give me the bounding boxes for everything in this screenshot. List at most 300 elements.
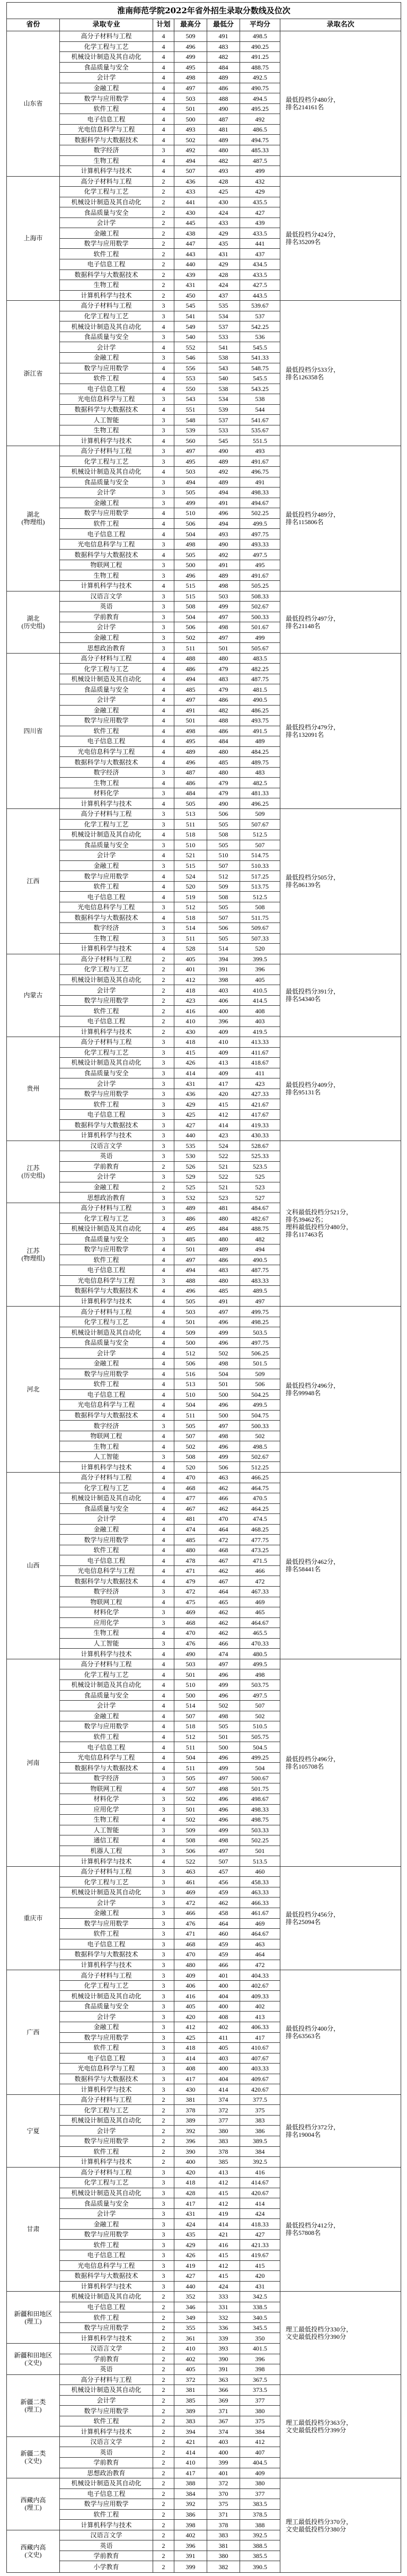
avg-score-cell: 486.5	[240, 124, 280, 135]
major-cell: 生物工程	[60, 933, 153, 944]
major-cell: 软件工程	[60, 2146, 153, 2157]
province-cell: 内蒙古	[7, 954, 60, 1037]
table-row	[7, 2292, 401, 2302]
major-cell: 电子信息工程	[60, 114, 153, 125]
max-score-cell: 390	[174, 2146, 207, 2157]
avg-score-cell: 464.67	[240, 1929, 280, 1939]
plan-cell: 4	[153, 1379, 174, 1390]
avg-score-cell: 340.5	[240, 2312, 280, 2323]
avg-score-cell: 490.5	[240, 695, 280, 706]
max-score-cell: 463	[174, 1866, 207, 1877]
min-score-cell: 331	[207, 2302, 240, 2312]
province-cell: 河南	[7, 1659, 60, 1866]
major-cell: 会计学	[60, 73, 153, 83]
major-cell: 计算机科学与技术	[60, 580, 153, 591]
major-cell: 金融工程	[60, 1711, 153, 1721]
plan-cell: 3	[153, 1078, 174, 1089]
major-cell: 金融工程	[60, 1908, 153, 1918]
major-cell: 高分子材料与工程	[60, 301, 153, 311]
max-score-cell: 391	[174, 2551, 207, 2561]
major-cell: 数学与应用数学	[60, 2229, 153, 2240]
avg-score-cell: 420.67	[240, 2084, 280, 2095]
avg-score-cell: 495	[240, 560, 280, 570]
avg-score-cell: 377	[240, 2488, 280, 2499]
avg-score-cell: 541.67	[240, 415, 280, 425]
plan-cell: 4	[153, 1545, 174, 1555]
max-score-cell: 494	[174, 477, 207, 488]
avg-score-cell: 406.33	[240, 2022, 280, 2033]
max-score-cell: 541	[174, 311, 207, 321]
avg-score-cell: 492.5	[240, 73, 280, 83]
min-score-cell: 481	[207, 1203, 240, 1213]
plan-cell: 3	[153, 1638, 174, 1649]
major-cell: 机械设计制造及其自动化	[60, 1058, 153, 1068]
plan-cell: 2	[153, 290, 174, 301]
max-score-cell: 415	[174, 1047, 207, 1058]
table-row	[7, 809, 401, 820]
plan-cell: 4	[153, 1856, 174, 1867]
avg-score-cell: 537	[240, 311, 280, 321]
avg-score-cell: 495.25	[240, 103, 280, 114]
max-score-cell: 440	[174, 1130, 207, 1141]
plan-cell: 4	[153, 1514, 174, 1525]
min-score-cell: 505	[207, 1721, 240, 1732]
min-score-cell: 523	[207, 1193, 240, 1203]
min-score-cell: 543	[207, 363, 240, 373]
max-score-cell: 521	[174, 850, 207, 861]
avg-score-cell: 472	[240, 1960, 280, 1970]
avg-score-cell: 402.67	[240, 1980, 280, 1991]
avg-score-cell: 409.33	[240, 1991, 280, 2001]
min-score-cell: 480	[207, 145, 240, 156]
plan-cell: 3	[153, 2260, 174, 2271]
major-cell: 电子信息工程	[60, 1742, 153, 1753]
avg-score-cell: 375	[240, 2105, 280, 2116]
title-row	[7, 3, 401, 19]
min-score-cell: 429	[207, 259, 240, 270]
avg-score-cell: 493	[240, 446, 280, 456]
max-score-cell: 355	[174, 2322, 207, 2333]
avg-score-cell: 482.67	[240, 1213, 280, 1224]
avg-score-cell: 431	[240, 2281, 280, 2292]
avg-score-cell: 392.5	[240, 2157, 280, 2168]
min-score-cell: 538	[207, 384, 240, 394]
avg-score-cell: 410.67	[240, 2043, 280, 2053]
major-cell: 软件工程	[60, 518, 153, 529]
avg-score-cell: 491.67	[240, 456, 280, 467]
max-score-cell: 430	[174, 2084, 207, 2095]
max-score-cell: 488	[174, 1275, 207, 1286]
max-score-cell: 478	[174, 1555, 207, 1566]
plan-cell: 3	[153, 456, 174, 467]
max-score-cell: 502	[174, 1441, 207, 1452]
avg-score-cell: 384	[240, 2146, 280, 2157]
major-cell: 化学工程与工艺	[60, 819, 153, 830]
max-score-cell: 409	[174, 1970, 207, 1981]
min-score-cell: 378	[207, 2146, 240, 2157]
major-cell: 计算机科学与技术	[60, 1026, 153, 1037]
plan-cell: 4	[153, 1286, 174, 1296]
avg-score-cell: 460	[240, 1866, 280, 1877]
min-score-cell: 435	[207, 238, 240, 249]
major-cell: 物联网工程	[60, 560, 153, 570]
province-cell: 浙江省	[7, 301, 60, 446]
plan-cell: 2	[153, 2406, 174, 2416]
min-score-cell: 499	[207, 1679, 240, 1690]
max-score-cell: 405	[174, 954, 207, 964]
major-cell: 高分子材料与工程	[60, 2167, 153, 2178]
min-score-cell: 480	[207, 1234, 240, 1245]
avg-score-cell: 487.5	[240, 155, 280, 166]
major-cell: 机械设计制造及其自动化	[60, 466, 153, 477]
plan-cell: 4	[153, 881, 174, 892]
max-score-cell: 485	[174, 1234, 207, 1245]
major-cell: 思想政治教育	[60, 1193, 153, 1203]
max-score-cell: 543	[174, 394, 207, 405]
major-cell: 化学工程与工艺	[60, 2105, 153, 2116]
plan-cell: 2	[153, 2447, 174, 2458]
max-score-cell: 438	[174, 228, 207, 239]
max-score-cell: 530	[174, 1151, 207, 1162]
avg-score-cell: 493.33	[240, 539, 280, 550]
max-score-cell: 535	[174, 1141, 207, 1151]
max-score-cell: 416	[174, 1991, 207, 2001]
max-score-cell: 425	[174, 1109, 207, 1120]
major-cell: 机械设计制造及其自动化	[60, 2478, 153, 2489]
max-score-cell: 504	[174, 529, 207, 539]
max-score-cell: 485	[174, 684, 207, 695]
avg-score-cell: 545.5	[240, 342, 280, 353]
min-score-cell: 470	[207, 1514, 240, 1525]
major-cell: 软件工程	[60, 2312, 153, 2323]
avg-score-cell: 418.67	[240, 1058, 280, 1068]
max-score-cell: 401	[174, 964, 207, 975]
min-score-cell: 380	[207, 2126, 240, 2136]
min-score-cell: 414	[207, 2219, 240, 2230]
avg-score-cell: 467.33	[240, 1587, 280, 1597]
plan-cell: 3	[153, 311, 174, 321]
avg-score-cell: 487.75	[240, 1265, 280, 1276]
min-score-cell: 458	[207, 1908, 240, 1918]
min-score-cell: 460	[207, 1929, 240, 1939]
plan-cell: 4	[153, 529, 174, 539]
avg-score-cell: 466.25	[240, 1473, 280, 1483]
max-score-cell: 436	[174, 176, 207, 187]
avg-score-cell: 342.5	[240, 2292, 280, 2302]
max-score-cell: 479	[174, 1576, 207, 1587]
major-cell: 高分子材料与工程	[60, 1203, 153, 1213]
major-cell: 数学与应用数学	[60, 1721, 153, 1732]
plan-cell: 2	[153, 2551, 174, 2561]
min-score-cell: 370	[207, 2488, 240, 2499]
plan-cell: 4	[153, 1369, 174, 1379]
min-score-cell: 466	[207, 1493, 240, 1504]
max-score-cell: 402	[174, 2354, 207, 2364]
major-cell: 计算机科学与技术	[60, 2520, 153, 2530]
plan-cell: 4	[153, 1690, 174, 1701]
min-score-cell: 533	[207, 332, 240, 342]
plan-cell: 3	[153, 840, 174, 850]
avg-score-cell: 417	[240, 2032, 280, 2043]
min-score-cell: 468	[207, 1545, 240, 1555]
min-score-cell: 496	[207, 1441, 240, 1452]
major-cell: 金融工程	[60, 83, 153, 93]
major-cell: 数学与应用数学	[60, 1369, 153, 1379]
plan-cell: 2	[153, 197, 174, 207]
max-score-cell: 512	[174, 1348, 207, 1359]
max-score-cell: 406	[174, 1980, 207, 1991]
major-cell: 应用化学	[60, 1804, 153, 1815]
plan-cell: 2	[153, 954, 174, 964]
max-score-cell: 497	[174, 1255, 207, 1265]
major-cell: 生物工程	[60, 280, 153, 291]
min-score-cell: 464	[207, 1918, 240, 1929]
major-cell: 计算机科学与技术	[60, 166, 153, 177]
plan-cell: 4	[153, 1223, 174, 1234]
plan-cell: 4	[153, 1731, 174, 1742]
table-row	[7, 1307, 401, 1317]
max-score-cell: 513	[174, 1379, 207, 1390]
plan-cell: 4	[153, 1255, 174, 1265]
plan-cell: 3	[153, 2012, 174, 2022]
min-score-cell: 502	[207, 1348, 240, 1359]
table-row	[7, 1141, 401, 1151]
max-score-cell: 512	[174, 902, 207, 912]
major-cell: 思想政治教育	[60, 2468, 153, 2478]
plan-cell: 3	[153, 632, 174, 643]
avg-score-cell: 502.25	[240, 508, 280, 519]
min-score-cell: 366	[207, 2385, 240, 2396]
plan-cell: 2	[153, 974, 174, 985]
plan-cell: 3	[153, 352, 174, 363]
major-cell: 数字经济	[60, 1421, 153, 1431]
avg-score-cell: 496.25	[240, 798, 280, 809]
avg-score-cell: 414.5	[240, 995, 280, 1006]
max-score-cell: 486	[174, 1213, 207, 1224]
plan-cell: 2	[153, 217, 174, 228]
max-score-cell: 419	[174, 2260, 207, 2271]
major-cell: 机械设计制造及其自动化	[60, 830, 153, 840]
max-score-cell: 410	[174, 1016, 207, 1026]
min-score-cell: 489	[207, 1244, 240, 1255]
avg-score-cell: 389.5	[240, 2136, 280, 2147]
plan-cell: 2	[153, 2436, 174, 2447]
min-score-cell: 371	[207, 2406, 240, 2416]
max-score-cell: 405	[174, 2364, 207, 2375]
max-score-cell: 515	[174, 580, 207, 591]
max-score-cell: 486	[174, 664, 207, 674]
plan-cell: 4	[153, 653, 174, 664]
plan-cell: 3	[153, 1918, 174, 1929]
avg-score-cell: 498.33	[240, 1804, 280, 1815]
avg-score-cell: 517.25	[240, 871, 280, 882]
min-score-cell: 486	[207, 726, 240, 736]
max-score-cell: 384	[174, 2488, 207, 2499]
min-score-cell: 487	[207, 114, 240, 125]
avg-score-cell: 508	[240, 902, 280, 912]
major-cell: 学前教育	[60, 2551, 153, 2561]
max-score-cell: 450	[174, 290, 207, 301]
avg-score-cell: 429	[240, 187, 280, 197]
major-cell: 化学工程与工艺	[60, 1669, 153, 1680]
max-score-cell: 431	[174, 280, 207, 291]
min-score-cell: 383	[207, 2530, 240, 2540]
max-score-cell: 494	[174, 674, 207, 684]
min-score-cell: 383	[207, 2136, 240, 2147]
min-score-cell: 433	[207, 217, 240, 228]
min-score-cell: 498	[207, 1711, 240, 1721]
major-cell: 金融工程	[60, 498, 153, 508]
major-cell: 电子信息工程	[60, 1555, 153, 1566]
plan-cell: 4	[153, 1337, 174, 1348]
rank-cell: 最低投档分400分， 排名63563名	[280, 1970, 401, 2095]
plan-cell: 4	[153, 1483, 174, 1493]
major-cell: 高分子材料与工程	[60, 1473, 153, 1483]
major-cell: 光电信息科学与工程	[60, 1565, 153, 1576]
avg-score-cell: 414	[240, 2198, 280, 2209]
plan-cell: 3	[153, 2178, 174, 2188]
avg-score-cell: 493.75	[240, 716, 280, 726]
avg-score-cell: 503.75	[240, 1679, 280, 1690]
avg-score-cell: 401.5	[240, 2343, 280, 2354]
min-score-cell: 391	[207, 964, 240, 975]
max-score-cell: 511	[174, 1763, 207, 1773]
max-score-cell: 471	[174, 1565, 207, 1576]
plan-cell: 4	[153, 363, 174, 373]
max-score-cell: 489	[174, 1203, 207, 1213]
major-cell: 会计学	[60, 2208, 153, 2219]
plan-cell: 3	[153, 2198, 174, 2209]
avg-score-cell: 396	[240, 2354, 280, 2364]
major-cell: 电子信息工程	[60, 2250, 153, 2261]
max-score-cell: 502	[174, 135, 207, 145]
max-score-cell: 424	[174, 2219, 207, 2230]
avg-score-cell: 421.33	[240, 2240, 280, 2250]
plan-cell: 4	[153, 1679, 174, 1690]
max-score-cell: 510	[174, 1389, 207, 1400]
min-score-cell: 371	[207, 2509, 240, 2520]
max-score-cell: 416	[174, 1006, 207, 1016]
plan-cell: 4	[153, 850, 174, 861]
major-cell: 高分子材料与工程	[60, 176, 153, 187]
max-score-cell: 428	[174, 2188, 207, 2198]
major-cell: 数据科学与大数据技术	[60, 1120, 153, 1130]
plan-cell: 4	[153, 1721, 174, 1732]
max-score-cell: 500	[174, 1690, 207, 1701]
min-score-cell: 430	[207, 197, 240, 207]
avg-score-cell: 539.67	[240, 301, 280, 311]
plan-cell: 4	[153, 684, 174, 695]
rank-cell: 最低投档分505分， 排名86139名	[280, 809, 401, 954]
major-cell: 数据科学与大数据技术	[60, 1763, 153, 1773]
rank-cell: 最低投档分496分， 排名99948名	[280, 1307, 401, 1473]
province-cell: 重庆市	[7, 1866, 60, 1970]
plan-cell: 3	[153, 1804, 174, 1815]
major-cell: 材料化学	[60, 788, 153, 798]
table-body	[7, 31, 401, 2573]
max-score-cell: 414	[174, 2053, 207, 2064]
max-score-cell: 433	[174, 187, 207, 197]
min-score-cell: 496	[207, 1337, 240, 1348]
max-score-cell: 513	[174, 809, 207, 820]
avg-score-cell: 492	[240, 114, 280, 125]
max-score-cell: 486	[174, 778, 207, 788]
plan-cell: 4	[153, 716, 174, 726]
max-score-cell: 445	[174, 217, 207, 228]
min-score-cell: 377	[207, 2115, 240, 2126]
plan-cell: 4	[153, 550, 174, 560]
max-score-cell: 468	[174, 1617, 207, 1628]
max-score-cell: 549	[174, 321, 207, 332]
avg-score-cell: 434.5	[240, 259, 280, 270]
min-score-cell: 408	[207, 2012, 240, 2022]
avg-score-cell: 528.67	[240, 1141, 280, 1151]
max-score-cell: 470	[174, 1950, 207, 1960]
max-score-cell: 511	[174, 1410, 207, 1421]
plan-cell: 2	[153, 2488, 174, 2499]
max-score-cell: 430	[174, 207, 207, 218]
min-score-cell: 480	[207, 746, 240, 757]
min-score-cell: 412	[207, 2198, 240, 2209]
min-score-cell: 372	[207, 2105, 240, 2116]
major-cell: 电子信息工程	[60, 259, 153, 270]
avg-score-cell: 505.75	[240, 1731, 280, 1742]
major-cell: 机械设计制造及其自动化	[60, 1223, 153, 1234]
major-cell: 数据科学与大数据技术	[60, 1410, 153, 1421]
avg-score-cell: 491.5	[240, 726, 280, 736]
major-cell: 电子信息工程	[60, 1016, 153, 1026]
plan-cell: 4	[153, 892, 174, 902]
major-cell: 应用化学	[60, 1617, 153, 1628]
min-score-cell: 462	[207, 1483, 240, 1493]
min-score-cell: 483	[207, 1265, 240, 1276]
plan-cell: 2	[153, 269, 174, 280]
min-score-cell: 390	[207, 2354, 240, 2364]
min-score-cell: 498	[207, 1835, 240, 1846]
plan-cell: 2	[153, 2509, 174, 2520]
major-cell: 物联网工程	[60, 1431, 153, 1441]
plan-cell: 3	[153, 2219, 174, 2230]
min-score-cell: 409	[207, 1068, 240, 1078]
max-score-cell: 502	[174, 1794, 207, 1804]
plan-cell: 3	[153, 1058, 174, 1068]
avg-score-cell: 427.5	[240, 280, 280, 291]
plan-cell: 3	[153, 1099, 174, 1110]
max-score-cell: 418	[174, 2043, 207, 2053]
min-score-cell: 496	[207, 1400, 240, 1411]
min-score-cell: 491	[207, 31, 240, 42]
max-score-cell: 476	[174, 1638, 207, 1649]
rank-cell: 最低投档分412分， 排名57808名	[280, 2167, 401, 2292]
max-score-cell: 471	[174, 1929, 207, 1939]
max-score-cell: 510	[174, 1679, 207, 1690]
avg-score-cell: 378.5	[240, 2509, 280, 2520]
avg-score-cell: 465.5	[240, 1628, 280, 1639]
avg-score-cell: 501.67	[240, 622, 280, 633]
min-score-cell: 491	[207, 560, 240, 570]
min-score-cell: 413	[207, 1058, 240, 1068]
major-cell: 高分子材料与工程	[60, 653, 153, 664]
avg-score-cell: 409	[240, 2468, 280, 2478]
max-score-cell: 494	[174, 155, 207, 166]
avg-score-cell: 498.5	[240, 31, 280, 42]
min-score-cell: 497	[207, 632, 240, 643]
min-score-cell: 509	[207, 881, 240, 892]
plan-cell: 3	[153, 1607, 174, 1618]
max-score-cell: 524	[174, 871, 207, 882]
min-score-cell: 382	[207, 2561, 240, 2573]
min-score-cell: 465	[207, 1597, 240, 1607]
